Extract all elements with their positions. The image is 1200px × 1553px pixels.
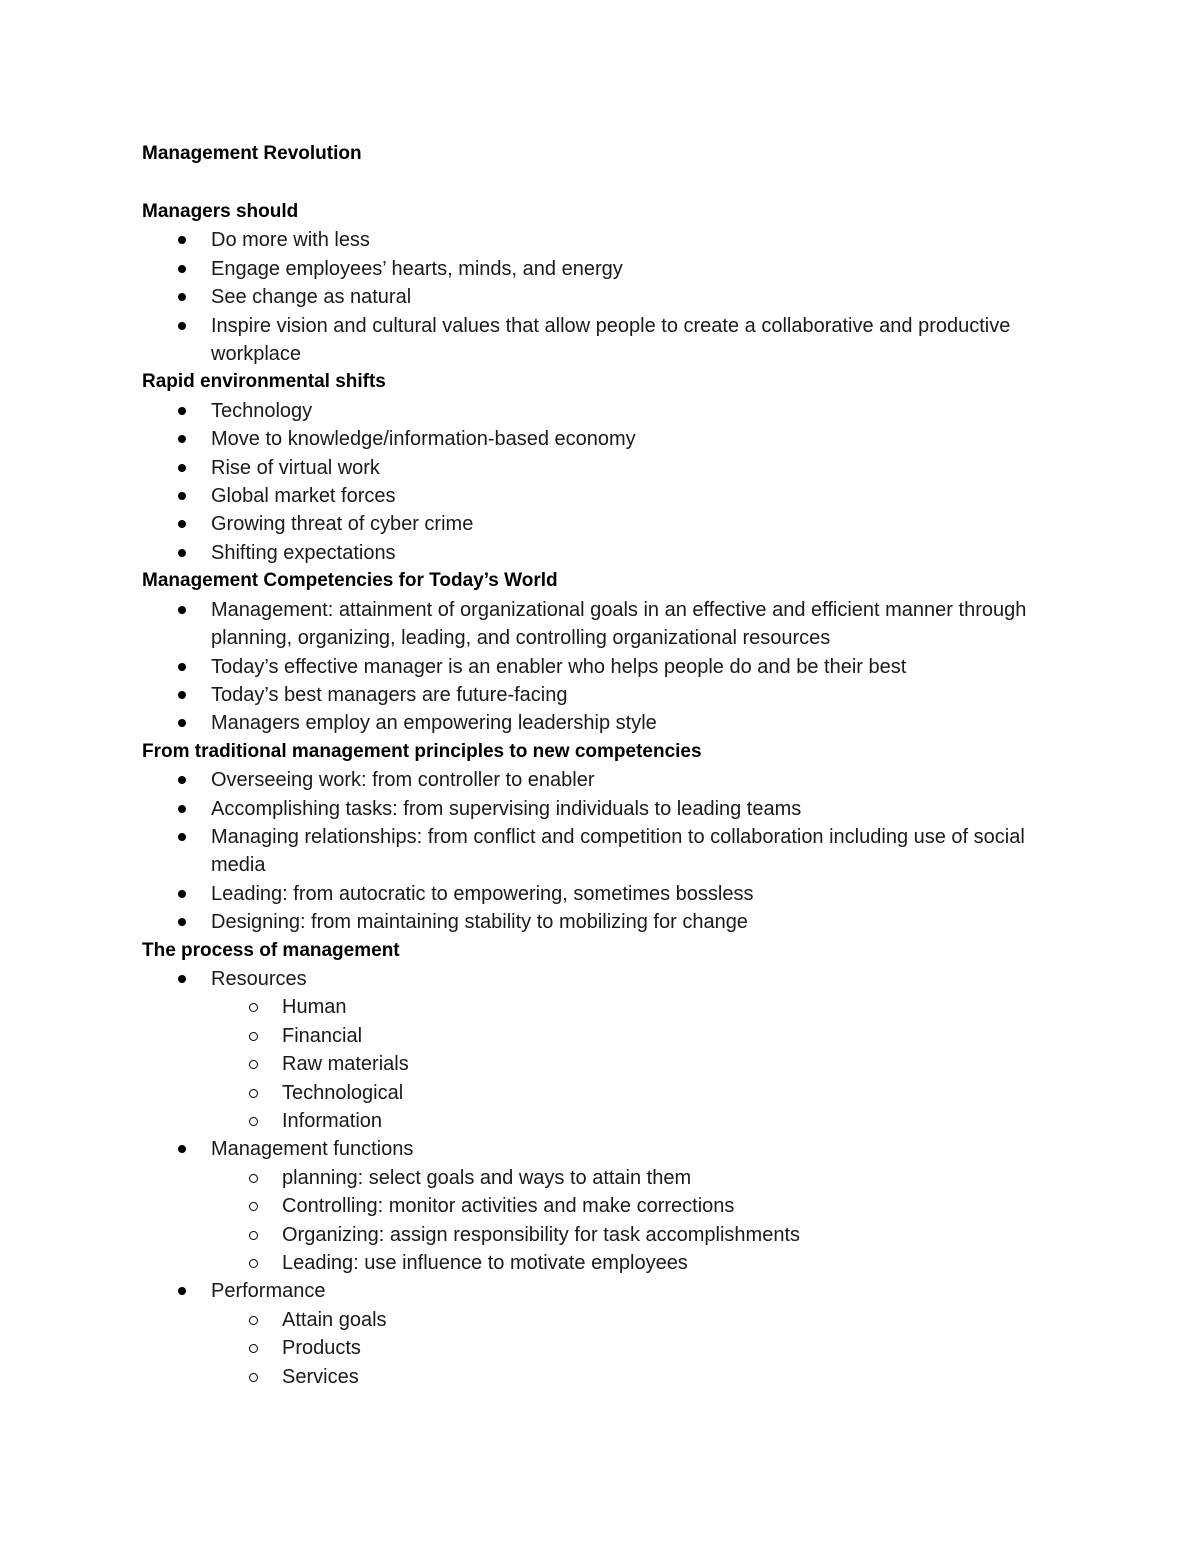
list-item-text: See change as natural (211, 286, 412, 309)
list-item (142, 653, 1042, 681)
hollow-bullet-icon (249, 1060, 258, 1069)
sub-list-item (211, 1050, 1042, 1078)
filled-bullet-icon (178, 776, 186, 784)
list-item (142, 908, 1042, 936)
bullet-list (142, 766, 1042, 936)
hollow-bullet-icon (249, 1316, 258, 1325)
sub-list-item (211, 1079, 1042, 1107)
list-item (142, 1277, 1042, 1391)
hollow-bullet-icon (249, 1202, 258, 1211)
sub-list-item (211, 1363, 1042, 1391)
sub-bullet-list (211, 1306, 1042, 1391)
list-item-text: Do more with less (211, 229, 370, 252)
list-item-text: Rise of virtual work (211, 456, 380, 479)
list-item (142, 880, 1042, 908)
sub-list-item-text: Human (282, 996, 347, 1019)
filled-bullet-icon (178, 464, 186, 472)
list-item (142, 397, 1042, 425)
bullet-list (142, 596, 1042, 738)
sub-bullet-list (211, 1164, 1042, 1278)
list-item (142, 255, 1042, 283)
list-item-text: Move to knowledge/information-based economy (211, 428, 636, 451)
filled-bullet-icon (178, 1287, 186, 1295)
sub-list-item (211, 1306, 1042, 1334)
sub-list-item (211, 1192, 1042, 1220)
list-item (142, 596, 1042, 653)
hollow-bullet-icon (249, 1344, 258, 1353)
bullet-list (142, 965, 1042, 1391)
sub-list-item-text: Products (282, 1337, 361, 1360)
sub-list-item-text: Raw materials (282, 1053, 409, 1076)
list-item (142, 681, 1042, 709)
section-heading: From traditional management principles to new competencies (142, 740, 702, 762)
filled-bullet-icon (178, 833, 186, 841)
section-heading: Managers should (142, 201, 299, 222)
list-item-text: Technology (211, 399, 313, 422)
list-item-text: Engage employees’ hearts, minds, and energy (211, 257, 623, 280)
filled-bullet-icon (178, 918, 186, 926)
sub-list-item-text: Organizing: assign responsibility for task accomplishments (282, 1223, 800, 1246)
hollow-bullet-icon (249, 1174, 258, 1183)
sub-list-item (211, 1107, 1042, 1135)
filled-bullet-icon (178, 606, 186, 614)
sub-list-item-text: Financial (282, 1024, 363, 1047)
list-item-text: Shifting expectations (211, 541, 396, 564)
section-heading: Rapid environmental shifts (142, 371, 386, 393)
sub-list-item-text: Information (282, 1110, 383, 1132)
list-item-text: Managers employ an empowering leadership style (211, 712, 657, 735)
sub-list-item-text: Attain goals (282, 1308, 387, 1331)
filled-bullet-icon (178, 492, 186, 500)
hollow-bullet-icon (249, 1259, 258, 1268)
filled-bullet-icon (178, 890, 186, 898)
list-item (142, 766, 1042, 794)
hollow-bullet-icon (249, 1089, 258, 1098)
sub-list-item (211, 993, 1042, 1021)
list-item (142, 283, 1042, 311)
list-item (142, 454, 1042, 482)
hollow-bullet-icon (249, 1231, 258, 1240)
filled-bullet-icon (178, 975, 186, 983)
sub-bullet-list (211, 993, 1042, 1135)
filled-bullet-icon (178, 435, 186, 443)
sub-list-item (211, 1221, 1042, 1249)
list-item (142, 709, 1042, 737)
list-item (142, 312, 1042, 369)
hollow-bullet-icon (249, 1117, 258, 1126)
document-title: Management Revolution (142, 143, 362, 164)
filled-bullet-icon (178, 520, 186, 528)
sub-list-item (211, 1249, 1042, 1277)
filled-bullet-icon (178, 322, 186, 330)
sub-list-item-text: Technological (282, 1081, 404, 1104)
bullet-list (142, 397, 1042, 567)
list-item-text: Today’s best managers are future-facing (211, 683, 568, 706)
list-item-text: Today’s effective manager is an enabler who helps people do and be their best (211, 655, 907, 678)
filled-bullet-icon (178, 265, 186, 273)
list-item-text: Managing relationships: from conflict and competition to collaboration including use of social media (211, 825, 1025, 877)
list-item-text: Performance (211, 1280, 326, 1303)
sub-list-item-text: Services (282, 1365, 359, 1388)
list-item (142, 823, 1042, 880)
filled-bullet-icon (178, 663, 186, 671)
list-item-text: Management functions (211, 1138, 414, 1161)
sub-list-item (211, 1022, 1042, 1050)
list-item (142, 425, 1042, 453)
list-item-text: Management: attainment of organizational goals in an effective and efficient manner through planning, organizing, leading, and controlling organizational resources (211, 598, 1027, 650)
document-page (142, 140, 1042, 1391)
list-item (142, 1135, 1042, 1277)
filled-bullet-icon (178, 691, 186, 699)
list-item-text: Global market forces (211, 485, 396, 508)
bullet-list (142, 226, 1042, 368)
filled-bullet-icon (178, 407, 186, 415)
sub-list-item (211, 1334, 1042, 1362)
hollow-bullet-icon (249, 1373, 258, 1382)
filled-bullet-icon (178, 719, 186, 727)
filled-bullet-icon (178, 805, 186, 813)
list-item-text: Leading: from autocratic to empowering, sometimes bossless (211, 882, 754, 905)
list-item (142, 510, 1042, 538)
sub-list-item-text: Leading: use influence to motivate employees (282, 1252, 688, 1275)
hollow-bullet-icon (249, 1003, 258, 1012)
list-item-text: Resources (211, 967, 307, 990)
list-item-text: Growing threat of cyber crime (211, 513, 474, 536)
list-item (142, 226, 1042, 254)
list-item-text: Inspire vision and cultural values that allow people to create a collaborative and productive workplace (211, 314, 1011, 366)
list-item-text: Overseeing work: from controller to enabler (211, 769, 595, 792)
filled-bullet-icon (178, 293, 186, 301)
filled-bullet-icon (178, 549, 186, 557)
sub-list-item-text: Controlling: monitor activities and make corrections (282, 1195, 735, 1218)
section-heading: Management Competencies for Today’s World (142, 570, 558, 592)
list-item-text: Accomplishing tasks: from supervising individuals to leading teams (211, 797, 802, 820)
sub-list-item-text: planning: select goals and ways to attain them (282, 1166, 692, 1189)
list-item-text: Designing: from maintaining stability to mobilizing for change (211, 911, 748, 934)
section-heading: The process of management (142, 939, 400, 961)
hollow-bullet-icon (249, 1032, 258, 1041)
list-item (142, 482, 1042, 510)
filled-bullet-icon (178, 1145, 186, 1153)
list-item (142, 965, 1042, 1135)
list-item (142, 795, 1042, 823)
sub-list-item (211, 1164, 1042, 1192)
filled-bullet-icon (178, 236, 186, 244)
document-body (142, 198, 1042, 1391)
list-item (142, 539, 1042, 567)
